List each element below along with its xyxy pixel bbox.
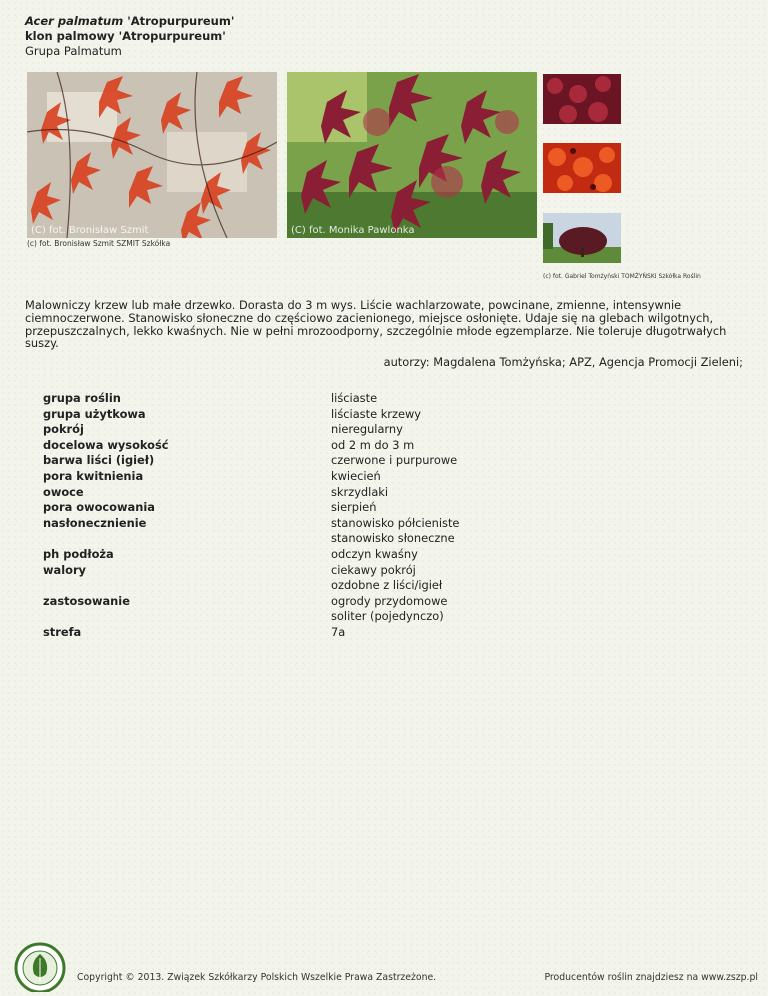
property-values bbox=[331, 438, 414, 454]
property-values bbox=[331, 594, 447, 625]
property-label: nasłonecznienie bbox=[43, 515, 147, 530]
plant-description: Malowniczy krzew lub małe drzewko. Dorasta do 3 m wys. Liście wachlarzowate, powcinane, zmienne, intensywnie ciemnoczerwone. Stanowisko słoneczne do częściowo zacienionego, miejsce osłonięte. Udaje się na glebach wilgotnych, przepuszczalnych, lekko kwaśnych. Nie w pełni mrozoodporny, szczególnie młode egzemplarze. Nie toleruje długotrwałych suszy. bbox=[25, 298, 727, 351]
property-values bbox=[331, 485, 388, 501]
property-row bbox=[43, 625, 459, 641]
property-label: pora kwitnienia bbox=[43, 468, 144, 483]
property-label: grupa użytkowa bbox=[43, 406, 146, 421]
thumb-3[interactable] bbox=[543, 213, 621, 263]
property-label: strefa bbox=[43, 624, 82, 639]
photo-overlay-credit-2: (C) fot. Monika Pawlonka bbox=[291, 225, 415, 236]
property-label: ph podłoża bbox=[43, 546, 114, 561]
property-value: kwiecień bbox=[331, 468, 381, 483]
authors: autorzy: Magdalena Tomżyńska; APZ, Agencja Promocji Zieleni; bbox=[383, 355, 743, 369]
latin-genus: Acer palmatum bbox=[25, 14, 124, 28]
property-row bbox=[43, 469, 459, 485]
property-value: od 2 m do 3 m bbox=[331, 437, 415, 452]
property-values bbox=[331, 500, 376, 516]
photo-main-2[interactable] bbox=[287, 72, 537, 238]
footer-link[interactable]: Producentów roślin znajdziesz na www.zszp.pl bbox=[544, 972, 758, 983]
property-values bbox=[331, 391, 377, 407]
property-label: pora owocowania bbox=[43, 500, 155, 515]
latin-cultivar: 'Atropurpureum' bbox=[127, 14, 235, 28]
plant-group: Grupa Palmatum bbox=[25, 44, 122, 58]
photo-credit-1: (c) fot. Bronisław Szmit SZMIT Szkółka bbox=[27, 239, 171, 248]
property-label: pokrój bbox=[43, 422, 84, 437]
property-row bbox=[43, 563, 459, 594]
property-values bbox=[331, 453, 457, 469]
property-value: odczyn kwaśny bbox=[331, 546, 418, 561]
property-value: stanowisko słoneczne bbox=[331, 531, 455, 546]
property-row bbox=[43, 500, 459, 516]
property-value: stanowisko półcieniste bbox=[331, 515, 460, 530]
photo-main-1[interactable] bbox=[27, 72, 277, 238]
property-values bbox=[331, 547, 418, 563]
property-label: zastosowanie bbox=[43, 593, 130, 608]
property-label: barwa liści (igieł) bbox=[43, 453, 155, 468]
property-values bbox=[331, 469, 381, 485]
polish-name: klon palmowy 'Atropurpureum' bbox=[25, 29, 226, 43]
property-row bbox=[43, 453, 459, 469]
property-values bbox=[331, 422, 403, 438]
property-values bbox=[331, 563, 442, 594]
property-values bbox=[331, 516, 459, 547]
property-value: skrzydlaki bbox=[331, 484, 389, 499]
photo-overlay-credit: (C) fot. Bronisław Szmit bbox=[31, 225, 149, 236]
property-value: sierpień bbox=[331, 500, 377, 515]
property-value: czerwone i purpurowe bbox=[331, 453, 458, 468]
property-value: ogrody przydomowe bbox=[331, 593, 448, 608]
property-value: liściaste bbox=[331, 391, 378, 405]
thumb-2[interactable] bbox=[543, 143, 621, 193]
property-label: docelowa wysokość bbox=[43, 437, 169, 452]
property-values bbox=[331, 407, 421, 423]
property-label: grupa roślin bbox=[43, 391, 121, 405]
property-row bbox=[43, 516, 459, 547]
property-values bbox=[331, 625, 345, 641]
property-row bbox=[43, 422, 459, 438]
copyright: Copyright © 2013. Związek Szkółkarzy Polskich Wszelkie Prawa Zastrzeżone. bbox=[77, 972, 437, 983]
property-row bbox=[43, 407, 459, 423]
property-row bbox=[43, 547, 459, 563]
property-value: soliter (pojedynczo) bbox=[331, 609, 444, 624]
property-value: liściaste krzewy bbox=[331, 406, 422, 421]
property-row bbox=[43, 391, 459, 407]
property-label: owoce bbox=[43, 484, 84, 499]
zszp-logo[interactable] bbox=[12, 940, 68, 996]
properties-table bbox=[43, 391, 459, 641]
photo-credit-thumbs: (c) fot. Gabriel Tomżyński TOMŻYŃSKI Szkółka Roślin bbox=[543, 273, 701, 280]
thumb-1[interactable] bbox=[543, 74, 621, 124]
plant-header bbox=[25, 14, 234, 59]
property-value: nieregularny bbox=[331, 422, 403, 437]
property-value: ciekawy pokrój bbox=[331, 562, 416, 577]
property-row bbox=[43, 438, 459, 454]
latin-name bbox=[25, 14, 234, 29]
property-row bbox=[43, 485, 459, 501]
property-value: ozdobne z liści/igieł bbox=[331, 578, 443, 593]
property-label: walory bbox=[43, 562, 86, 577]
property-row bbox=[43, 594, 459, 625]
property-value: 7a bbox=[331, 624, 346, 639]
